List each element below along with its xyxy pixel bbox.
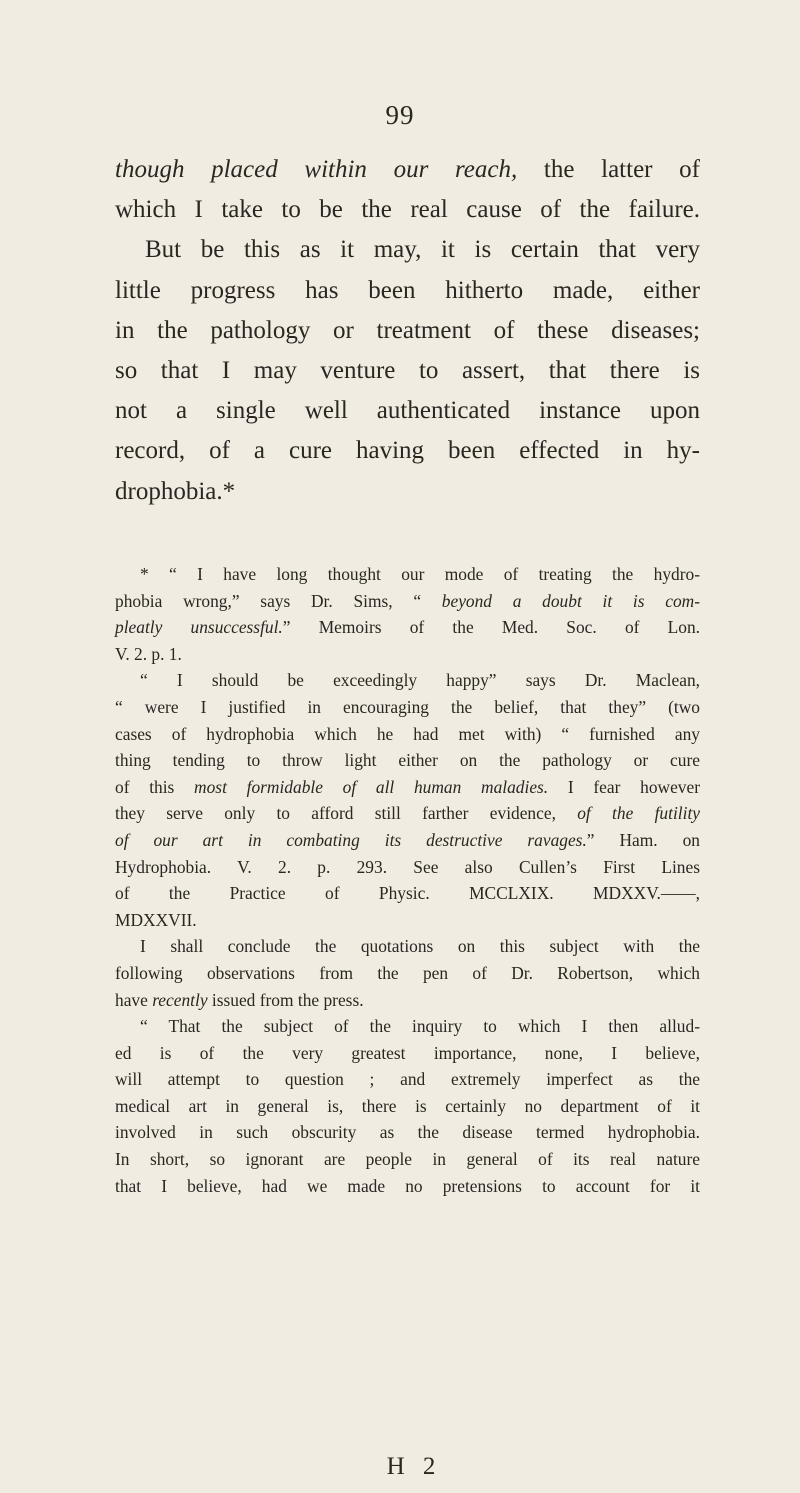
footnote-line: “ I should be exceedingly happy” says Dr. Maclean, — [140, 670, 700, 691]
footnote-line: ed is of the very greatest importance, none, I believe, — [115, 1042, 700, 1063]
main-text-line: though placed within our reach, the latter of — [115, 156, 700, 183]
main-text-line: so that I may venture to assert, that there is — [115, 357, 700, 385]
footnote-line: have recently issued from the press. — [115, 989, 364, 1010]
footnote-line: * “ I have long thought our mode of treating the hydro- — [140, 564, 700, 584]
main-text-line: record, of a cure having been effected in hy- — [115, 437, 700, 465]
footnote-line: of our art in combating its destructive ravages.” Ham. on — [115, 829, 700, 850]
footnote-line: medical art in general is, there is certainly no department of it — [115, 1095, 700, 1116]
main-text-line: But be this as it may, it is certain that very — [145, 236, 700, 264]
footnote-line: Hydrophobia. V. 2. p. 293. See also Cullen’s First Lines — [115, 856, 700, 877]
footnote-line: thing tending to throw light either on the pathology or cure — [115, 750, 700, 771]
footnote-line: I shall conclude the quotations on this subject with the — [140, 936, 700, 957]
footnote-line: of the Practice of Physic. MCCLXIX. MDXXV.——, — [115, 883, 700, 904]
main-text-block — [115, 150, 700, 512]
main-text-line: little progress has been hitherto made, either — [115, 276, 700, 304]
footnote-line: involved in such obscurity as the disease termed hydrophobia. — [115, 1122, 700, 1143]
footnote-line: they serve only to afford still farther evidence, of the futility — [115, 803, 700, 824]
footnote-block — [115, 561, 700, 1199]
main-text-line: not a single well authenticated instance upon — [115, 397, 700, 425]
main-text-line: drophobia.* — [115, 477, 236, 505]
footnote-line: phobia wrong,” says Dr. Sims, “ beyond a doubt it is com- — [115, 590, 700, 611]
footnote-line: “ were I justified in encouraging the belief, that they” (two — [115, 696, 700, 717]
main-text-line: which I take to be the real cause of the failure. — [115, 196, 700, 224]
footnote-line: MDXXVII. — [115, 909, 197, 930]
footnote-line: In short, so ignorant are people in general of its real nature — [115, 1149, 700, 1170]
main-text-line: in the pathology or treatment of these diseases; — [115, 316, 700, 344]
footnote-line: following observations from the pen of Dr. Robertson, which — [115, 962, 700, 983]
footnote-line: cases of hydrophobia which he had met with) “ furnished any — [115, 723, 700, 744]
footnote-line: “ That the subject of the inquiry to which I then allud- — [140, 1016, 700, 1037]
footnote-line: that I believe, had we made no pretensions to account for it — [115, 1175, 700, 1196]
footnote-line: pleatly unsuccessful.” Memoirs of the Med. Soc. of Lon. — [115, 617, 700, 638]
footnote-line: of this most formidable of all human maladies. I fear however — [115, 776, 700, 797]
signature-mark: H 2 — [386, 1453, 442, 1480]
footnote-line: V. 2. p. 1. — [115, 643, 182, 664]
page-number: 99 — [385, 100, 415, 130]
footnote-line: will attempt to question ; and extremely imperfect as the — [115, 1069, 700, 1090]
